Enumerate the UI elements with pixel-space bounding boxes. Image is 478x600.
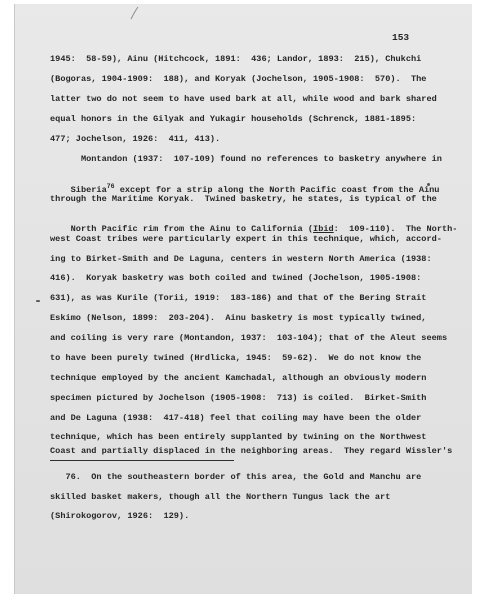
- body-line: Montandon (1937: 107-109) found no references to basketry anywhere in: [50, 154, 442, 164]
- body-line: west Coast tribes were particularly expert in this technique, which, accord-: [50, 234, 442, 244]
- body-line: 416). Koryak basketry was both coiled and twined (Jochelson, 1905-1908:: [50, 273, 422, 283]
- pen-mark: [129, 6, 139, 20]
- body-line: to have been purely twined (Hrdlicka, 1945: 59-62). We do not know the: [50, 353, 422, 363]
- body-line: 631), as was Kurile (Torii, 1919: 183-186) and that of the Bering Strait: [50, 293, 427, 303]
- body-line: ing to Birket-Smith and De Laguna, centers in western North America (1938:: [50, 254, 432, 264]
- body-line: equal honors in the Gilyak and Yukagir households (Schrenck, 1881-1895:: [50, 114, 417, 124]
- body-line: 477; Jochelson, 1926: 411, 413).: [50, 134, 221, 144]
- body-text: except for a strip along the North Pacific coast from the Ainu: [114, 185, 440, 195]
- body-text: Siberia: [70, 185, 107, 195]
- body-line: specimen pictured by Jochelson (1905-1908: 713) is coiled. Birket-Smith: [50, 393, 427, 403]
- body-line: and coiling is very rare (Montandon, 1937: 103-104); that of the Aleut seems: [50, 333, 448, 343]
- body-line: technique, which has been entirely supplanted by twining on the Northwest: [50, 432, 427, 442]
- body-line: 1945: 58-59), Ainu (Hitchcock, 1891: 436; Landor, 1893: 215), Chukchi: [50, 54, 422, 64]
- footnote-separator: [50, 460, 234, 461]
- footnote-line: (Shirokogorov, 1926: 129).: [50, 511, 190, 521]
- underlined-ibid: Ibid: [313, 224, 334, 234]
- body-line: through the Maritime Koryak. Twined basketry, he states, is typical of the: [50, 194, 437, 204]
- body-line: and De Laguna (1938: 417-418) feel that coiling may have been the older: [50, 413, 422, 423]
- body-text: : 109-110). The North-: [333, 224, 458, 234]
- body-line: Eskimo (Nelson, 1899: 203-204). Ainu basketry is most typically twined,: [50, 313, 427, 323]
- body-line: Coast and partially displaced in the neighboring areas. They regard Wissler's: [50, 446, 453, 456]
- footnote-line: skilled basket makers, though all the Northern Tungus lack the art: [50, 492, 391, 502]
- footnote-line: 76. On the southeastern border of this area, the Gold and Manchu are: [50, 472, 422, 482]
- body-line: latter two do not seem to have used bark at all, while wood and bark shared: [50, 94, 437, 104]
- footnote-reference: 76: [106, 183, 115, 190]
- body-line: technique employed by the ancient Kamchadal, although an obviously modern: [50, 373, 427, 383]
- body-line: (Bogoras, 1904-1909: 188), and Koryak (Jochelson, 1905-1908: 570). The: [50, 74, 427, 84]
- ink-dot: [36, 300, 40, 302]
- page-number: 153: [392, 32, 410, 43]
- body-text: North Pacific rim from the Ainu to California (: [70, 224, 314, 234]
